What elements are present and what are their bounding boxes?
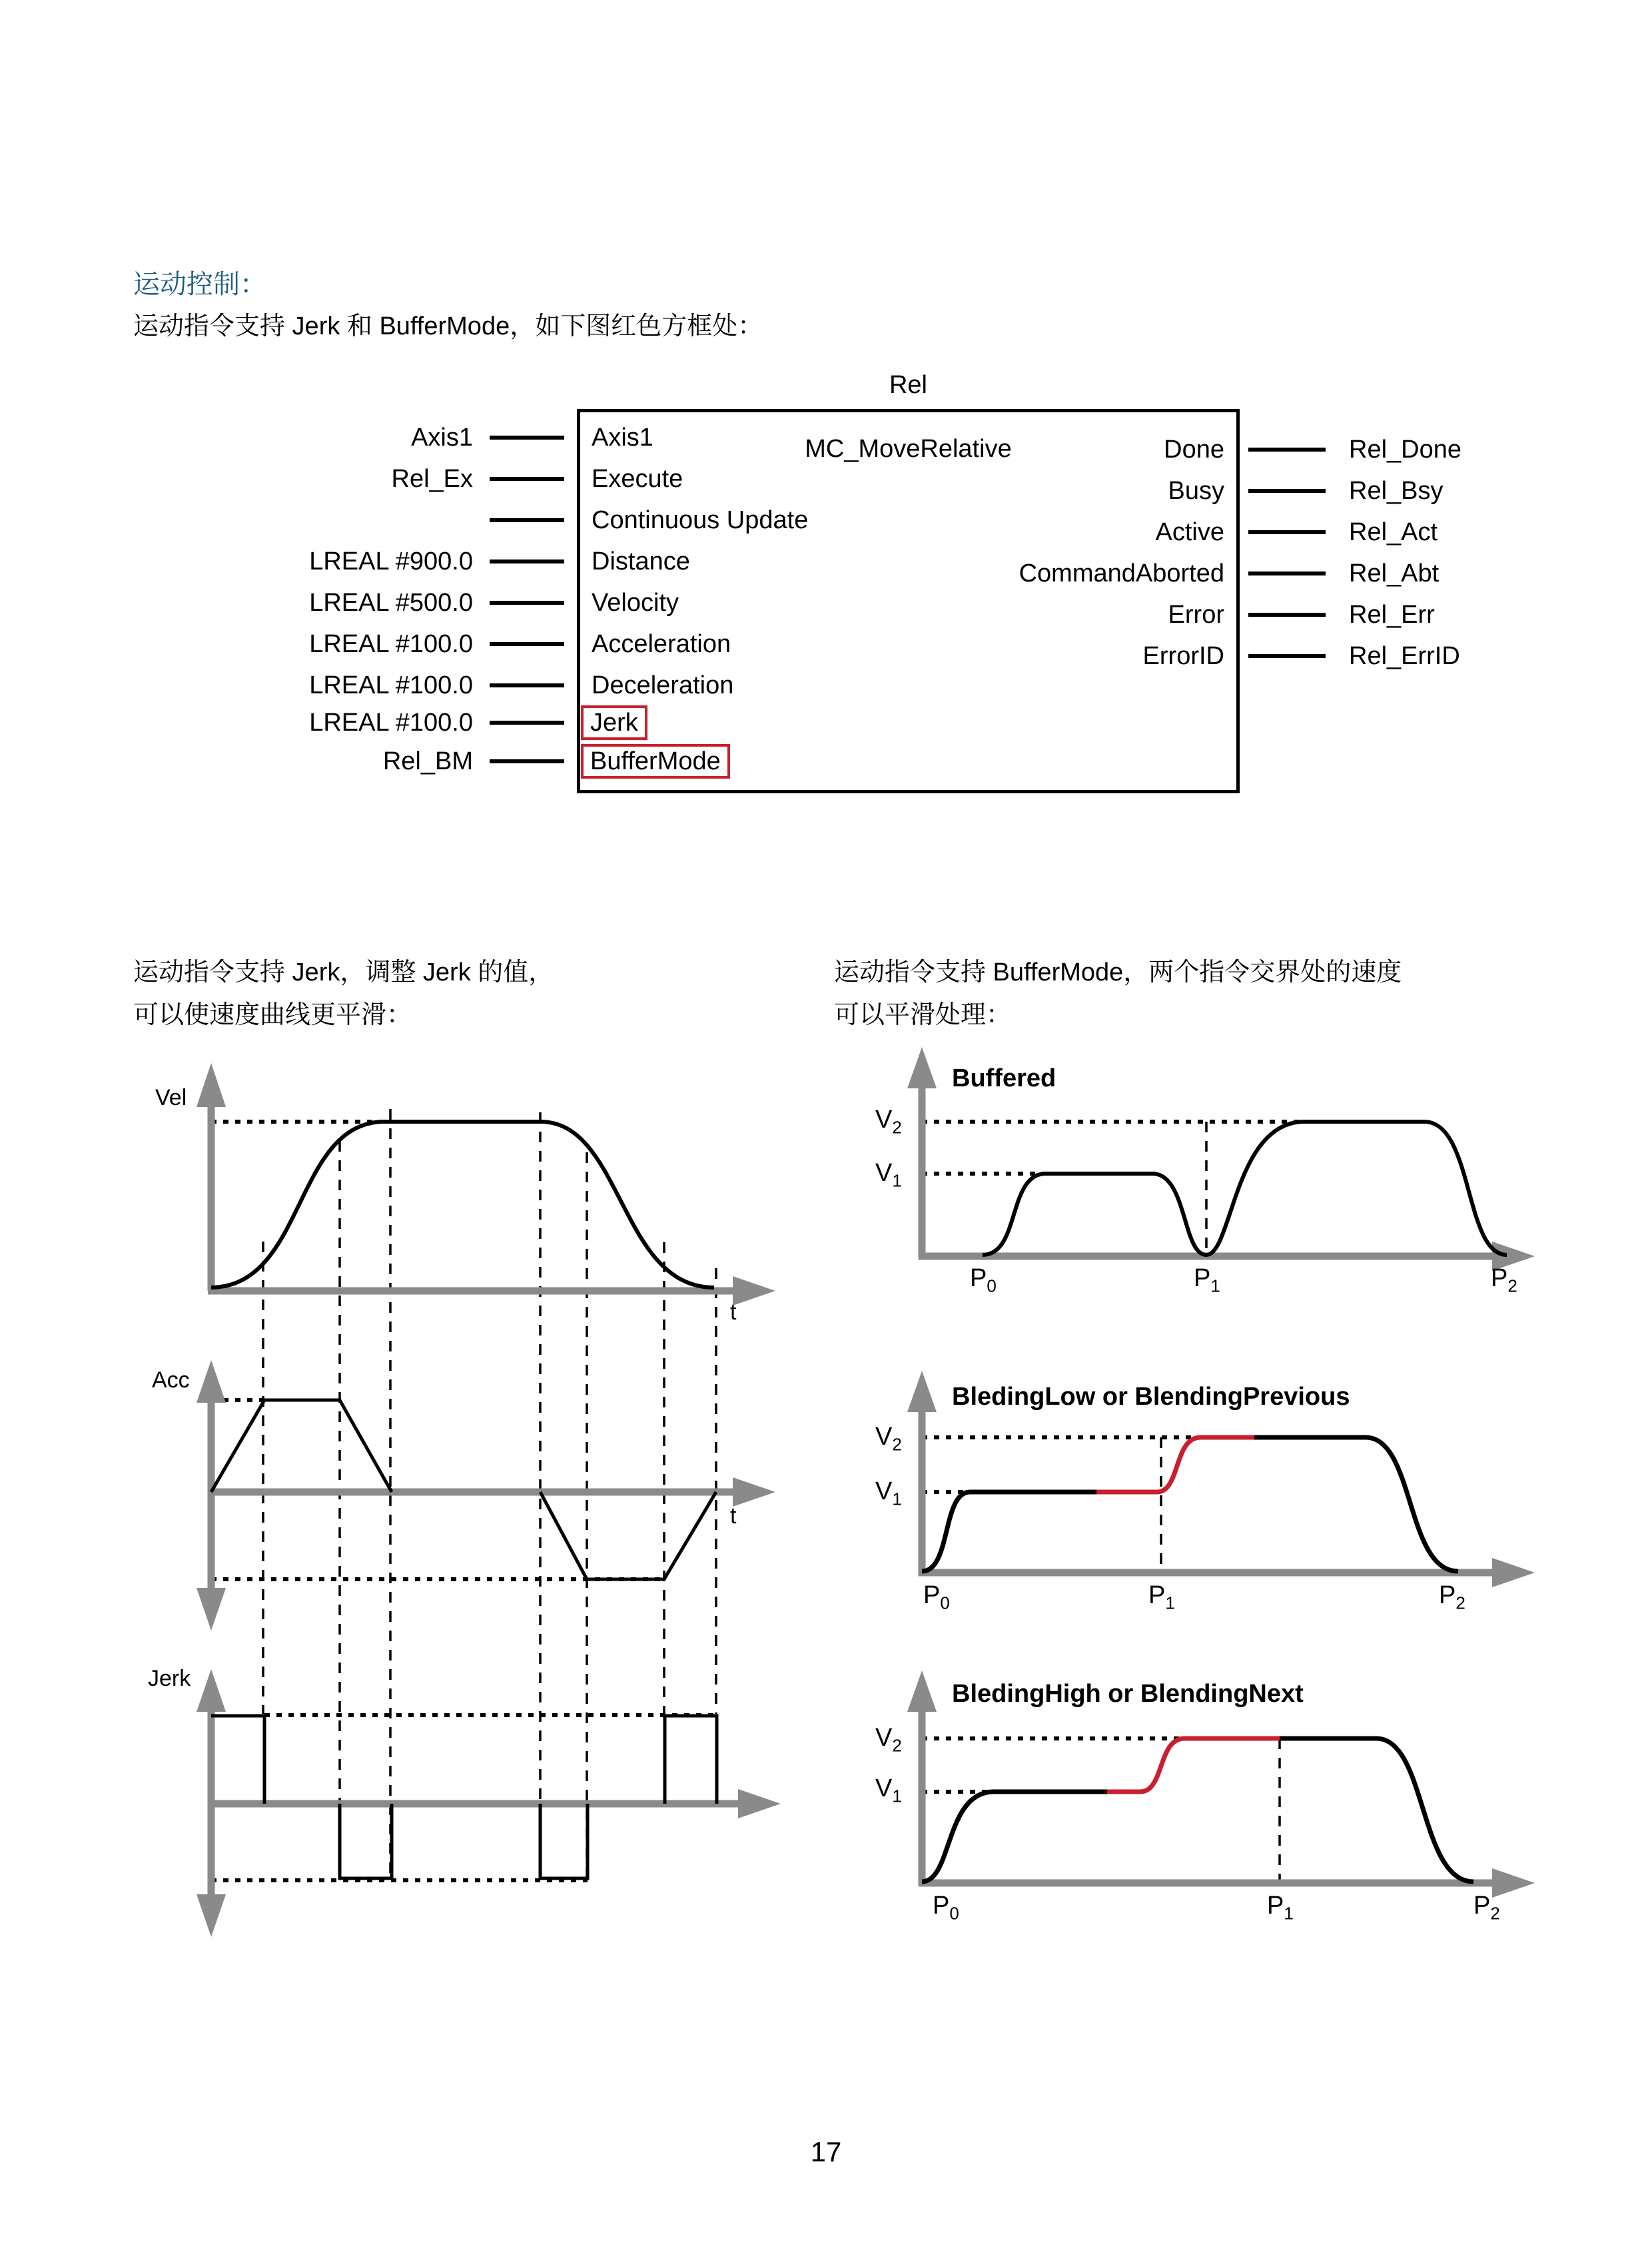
fbd-input-var-execute: Rel_Ex	[391, 465, 473, 493]
v2-label: $V_2$	[875, 1423, 902, 1455]
fbd-connector-line	[490, 560, 564, 563]
buffermode-red-highlight-box	[581, 744, 730, 779]
p2-label: $P_2$	[1491, 1264, 1517, 1296]
fbd-instance-title: Rel	[889, 371, 928, 399]
fbd-connector-line	[1248, 654, 1326, 658]
acc-x-axis-arrow-icon	[733, 1477, 775, 1507]
blendhigh-curve-black-v1	[922, 1792, 1107, 1882]
fbd-output-var-errorid: Rel_ErrID	[1349, 642, 1460, 670]
acc-y-axis-up-arrow-icon	[197, 1360, 226, 1403]
fbd-input-pin-velocity: Velocity	[592, 589, 679, 617]
fbd-output-pin-busy: Busy	[1168, 477, 1224, 505]
fbd-connector-line	[490, 683, 564, 687]
fbd-output-var-busy: Rel_Bsy	[1349, 477, 1444, 505]
v1-label: $V_1$	[875, 1159, 902, 1191]
blendhigh-curve-red-blend	[1107, 1738, 1280, 1792]
jerk-y-axis-down-arrow-icon	[197, 1894, 226, 1937]
p1-label: $P_1$	[1267, 1892, 1294, 1924]
jerk-pulse-curve	[211, 1716, 717, 1878]
fbd-input-var-axis: Axis1	[411, 424, 473, 452]
fbd-output-pin-errorid: ErrorID	[1142, 642, 1224, 670]
jerk-red-highlight-box	[581, 705, 647, 740]
blendhigh-chart-title: BledingHigh or BlendingNext	[952, 1680, 1304, 1708]
acc-y-axis-down-arrow-icon	[197, 1588, 226, 1631]
jerk-profile-charts	[153, 1032, 799, 2038]
fbd-connector-line	[1248, 613, 1326, 617]
p1-label: $P_1$	[1148, 1581, 1175, 1613]
fbd-output-var-active: Rel_Act	[1349, 518, 1438, 546]
left-column-intro-line2: 可以使速度曲线更平滑：	[133, 1001, 412, 1029]
v2-label: $V_2$	[875, 1106, 902, 1138]
v1-label: $V_1$	[875, 1774, 902, 1806]
p1-label: $P_1$	[1194, 1264, 1220, 1296]
vel-axis-label: Vel	[155, 1085, 187, 1110]
buffered-y-axis-arrow-icon	[907, 1047, 937, 1088]
fbd-input-pin-axis: Axis1	[592, 424, 653, 452]
left-column-intro-line1: 运动指令支持 Jerk，调整 Jerk 的值，	[133, 958, 554, 986]
vel-x-axis-arrow-icon	[733, 1276, 775, 1306]
p0-label: $P_0$	[933, 1892, 959, 1924]
acc-axis-label: Acc	[152, 1367, 190, 1393]
fbd-input-pin-acceleration: Acceleration	[592, 630, 731, 658]
blendlow-curve-black-v2	[1254, 1437, 1458, 1571]
blendlow-x-axis-arrow-icon	[1492, 1558, 1535, 1587]
p0-label: $P_0$	[923, 1581, 950, 1613]
right-column-intro-line1: 运动指令支持 BufferMode，两个指令交界处的速度	[834, 958, 1402, 986]
intro-text: 运动指令支持 Jerk 和 BufferMode，如下图红色方框处：	[133, 312, 763, 340]
fbd-connector-line	[490, 601, 564, 605]
blendlow-curve-red-blend	[1096, 1437, 1254, 1492]
jerk-axis-label: Jerk	[148, 1666, 191, 1691]
fbd-connector-line	[490, 642, 564, 646]
p2-label: $P_2$	[1473, 1892, 1500, 1924]
p2-label: $P_2$	[1439, 1581, 1465, 1613]
fbd-output-pin-error: Error	[1168, 601, 1224, 629]
fbd-input-pin-buffermode: BufferMode	[590, 747, 721, 775]
fbd-connector-line	[1248, 448, 1326, 452]
fbd-output-var-done: Rel_Done	[1349, 436, 1461, 464]
section-title: 运动控制：	[133, 270, 266, 299]
fbd-block-name: MC_MoveRelative	[805, 435, 1012, 463]
fbd-input-var-distance: LREAL #900.0	[309, 548, 473, 575]
vel-y-axis-arrow-icon	[197, 1063, 226, 1107]
blendhigh-y-axis-arrow-icon	[907, 1671, 937, 1712]
fbd-output-pin-done: Done	[1164, 436, 1224, 464]
fbd-input-pin-deceleration: Deceleration	[592, 671, 734, 699]
fbd-input-var-velocity: LREAL #500.0	[309, 589, 473, 617]
fbd-output-var-abort: Rel_Abt	[1349, 560, 1440, 587]
fbd-output-pin-active: Active	[1155, 518, 1224, 546]
vel-time-axis-label: t	[730, 1300, 737, 1325]
fbd-connector-line	[1248, 530, 1326, 534]
fbd-connector-line	[490, 477, 564, 481]
fbd-connector-line	[490, 518, 564, 522]
jerk-y-axis-up-arrow-icon	[197, 1669, 226, 1712]
blendlow-curve-black-v1	[922, 1492, 1096, 1571]
right-column-intro-line2: 可以平滑处理：	[834, 1001, 1012, 1029]
acc-time-axis-label: t	[730, 1503, 737, 1529]
fbd-input-pin-contupdate: Continuous Update	[592, 506, 809, 534]
blendhigh-curve-black-v2	[1280, 1738, 1473, 1882]
fbd-input-pin-distance: Distance	[592, 548, 690, 575]
p0-label: $P_0$	[970, 1264, 997, 1296]
blendlow-y-axis-arrow-icon	[907, 1371, 937, 1412]
fbd-connector-line	[490, 721, 564, 725]
page-number: 17	[810, 2136, 842, 2167]
fbd-input-pin-execute: Execute	[592, 465, 683, 493]
fbd-connector-line	[1248, 571, 1326, 575]
buffered-velocity-curve	[983, 1122, 1507, 1255]
fbd-connector-line	[490, 759, 564, 763]
fbd-output-var-error: Rel_Err	[1349, 601, 1435, 629]
buffered-chart-title: Buffered	[952, 1064, 1056, 1092]
fbd-connector-line	[490, 436, 564, 440]
jerk-x-axis-arrow-icon	[738, 1789, 781, 1818]
fbd-output-pin-commandaborted: CommandAborted	[1019, 560, 1224, 587]
vel-scurve	[211, 1122, 714, 1288]
fbd-input-var-deceleration: LREAL #100.0	[309, 671, 473, 699]
v1-label: $V_1$	[875, 1477, 902, 1509]
fbd-input-var-acceleration: LREAL #100.0	[309, 630, 473, 658]
v2-label: $V_2$	[875, 1724, 902, 1756]
buffermode-charts	[866, 1032, 1545, 1918]
fbd-input-var-jerk: LREAL #100.0	[309, 709, 473, 737]
blendlow-chart-title: BledingLow or BlendingPrevious	[952, 1383, 1350, 1411]
fbd-connector-line	[1248, 489, 1326, 493]
fbd-input-var-buffermode: Rel_BM	[382, 747, 473, 775]
fbd-input-pin-jerk: Jerk	[590, 709, 638, 737]
